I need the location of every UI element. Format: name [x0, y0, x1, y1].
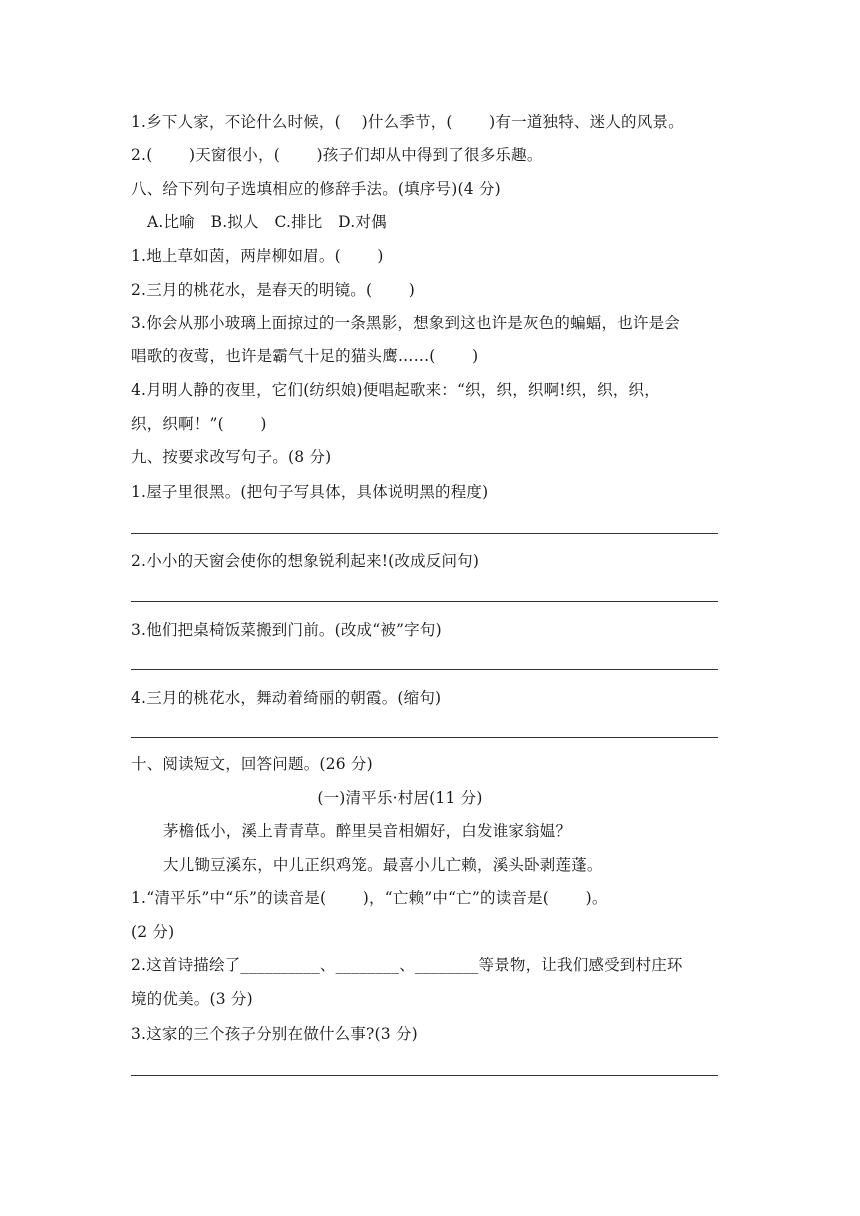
reading-q1-line2: (2 分) [131, 923, 175, 941]
rhetoric-q4-line2: 织，织啊！”( ) [131, 415, 267, 433]
rhetoric-q1: 1.地上草如茵，两岸柳如眉。( ) [131, 247, 384, 265]
poem-line-1: 茅檐低小，溪上青青草。醉里吴音相媚好，白发谁家翁媪？ [163, 822, 572, 840]
reading-q2-line2: 境的优美。(3 分) [131, 990, 253, 1008]
rewrite-q3: 3.他们把桌椅饭菜搬到门前。(改成“被”字句) [131, 621, 442, 639]
rhetoric-q3-line1: 3.你会从那小玻璃上面掠过的一条黑影，想象到这也许是灰色的蝙蝠，也许是会 [131, 314, 680, 332]
fill-blank-q2: 2.( )天窗很小，( )孩子们却从中得到了很多乐趣。 [131, 146, 543, 164]
reading-q2-line1: 2.这首诗描绘了__________、________、________等景物，让我们感受到村庄环 [131, 956, 683, 974]
rewrite-q1: 1.屋子里很黑。(把句子写具体，具体说明黑的程度) [131, 483, 489, 501]
reading-q3: 3.这家的三个孩子分别在做什么事?(3 分) [131, 1025, 418, 1043]
answer-line [131, 533, 718, 534]
rhetoric-q2: 2.三月的桃花水，是春天的明镜。( ) [131, 281, 416, 299]
section-9-title: 九、按要求改写句子。(8 分) [131, 448, 332, 466]
rhetoric-q4-line1: 4.月明人静的夜里，它们(纺织娘)便唱起歌来：“织，织，织啊!织，织，织， [131, 381, 660, 399]
rewrite-q4: 4.三月的桃花水，舞动着绮丽的朝霞。(缩句) [131, 689, 442, 707]
rhetoric-options: A.比喻 B.拟人 C.排比 D.对偶 [147, 213, 387, 231]
section-8-title: 八、给下列句子选填相应的修辞手法。(填序号)(4 分) [131, 180, 501, 198]
reading-q1-line1: 1.“清平乐”中“乐”的读音是( )，“亡赖”中“亡”的读音是( )。 [131, 889, 608, 907]
fill-blank-q1: 1.乡下人家，不论什么时候，( )什么季节，( )有一道独特、迷人的风景。 [131, 113, 684, 131]
answer-line [131, 737, 718, 738]
answer-line [131, 669, 718, 670]
rewrite-q2: 2.小小的天窗会使你的想象锐利起来!(改成反问句) [131, 552, 480, 570]
answer-line [131, 1075, 718, 1076]
poem-title: (一)清平乐·村居(11 分) [317, 789, 483, 807]
section-10-title: 十、阅读短文，回答问题。(26 分) [131, 755, 373, 773]
answer-line [131, 601, 718, 602]
rhetoric-q3-line2: 唱歌的夜莺，也许是霸气十足的猫头鹰……( ) [131, 347, 479, 365]
poem-line-2: 大儿锄豆溪东，中儿正织鸡笼。最喜小儿亡赖，溪头卧剥莲蓬。 [163, 856, 603, 874]
